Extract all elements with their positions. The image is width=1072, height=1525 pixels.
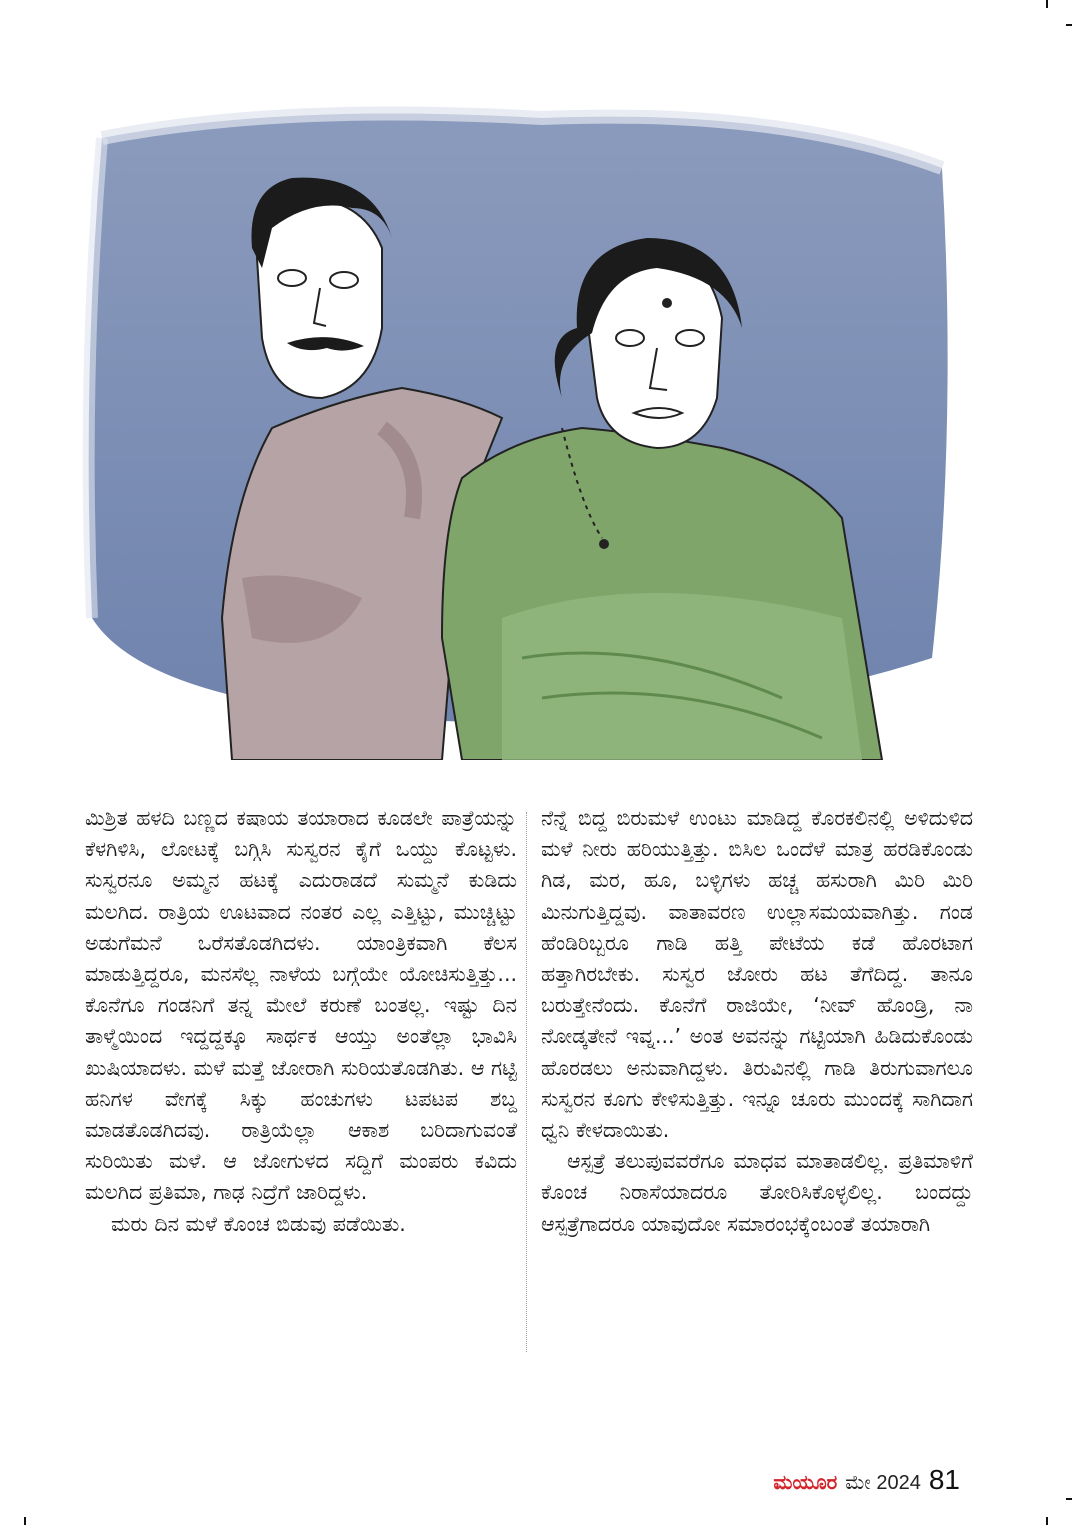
crop-mark-bottom-right	[1046, 1517, 1048, 1525]
paragraph: ನೆನ್ನೆ ಬಿದ್ದ ಬಿರುಮಳೆ ಉಂಟು ಮಾಡಿದ್ದ ಕೊರಕಲಿನಲ್ಲಿ ಅಳಿದುಳಿದ ಮಳೆ ನೀರು ಹರಿಯುತ್ತಿತ್ತು. ಬಿಸಿಲ ಒಂದೆಳೆ ಮಾತ್ರ ಹರಡಿಕೊಂಡು ಗಿಡ, ಮರ, ಹೂ, ಬಳ್ಳಿಗಳು ಹಚ್ಚ ಹಸುರಾಗಿ ಮಿರಿ ಮಿರಿ ಮಿನುಗುತ್ತಿದ್ದವು. ವಾತಾವರಣ ಉಲ್ಲಾಸಮಯವಾಗಿತ್ತು. ಗಂಡ ಹೆಂಡಿರಿಬ್ಬರೂ ಗಾಡಿ ಹತ್ತಿ ಪೇಟೆಯ ಕಡೆ ಹೊರಟಾಗ ಹತ್ತಾಗಿರಬೇಕು. ಸುಸ್ವರ ಜೋರು ಹಟ ತೆಗೆದಿದ್ದ. ತಾನೂ ಬರುತ್ತೇನೆಂದು. ಕೊನೆಗೆ ರಾಜಿಯೇ, ‘ನೀವ್ ಹೊಂಡ್ರಿ, ನಾ ನೋಡ್ಕತೇನೆ ಇವ್ನ...’ ಅಂತ ಅವನನ್ನು ಗಟ್ಟಿಯಾಗಿ ಹಿಡಿದುಕೊಂಡು ಹೊರಡಲು ಅನುವಾಗಿದ್ದಳು. ತಿರುವಿನಲ್ಲಿ ಗಾಡಿ ತಿರುಗುವಾಗಲೂ ಸುಸ್ವರನ ಕೂಗು ಕೇಳಿಸುತ್ತಿತ್ತು. ಇನ್ನೂ ಚೂರು ಮುಂದಕ್ಕೆ ಸಾಗಿದಾಗ ಧ್ವನಿ ಕೇಳದಾಯಿತು.	[541, 806, 973, 1143]
column-divider	[526, 812, 527, 1352]
story-illustration	[82, 98, 960, 760]
crop-mark-bottom-right-side	[1066, 1498, 1072, 1500]
crop-mark-bottom-left	[24, 1517, 26, 1525]
paragraph: ಮಿಶ್ರಿತ ಹಳದಿ ಬಣ್ಣದ ಕಷಾಯ ತಯಾರಾದ ಕೂಡಲೇ ಪಾತ್ರೆಯನ್ನು ಕೆಳಗಿಳಿಸಿ, ಲೋಟಕ್ಕೆ ಬಗ್ಗಿಸಿ ಸುಸ್ವರನ ಕೈಗೆ ಒಯ್ದು ಕೊಟ್ಟಳು. ಸುಸ್ವರನೂ ಅಮ್ಮನ ಹಟಕ್ಕೆ ಎದುರಾಡದೆ ಸುಮ್ಮನೆ ಕುಡಿದು ಮಲಗಿದ. ರಾತ್ರಿಯ ಊಟವಾದ ನಂತರ ಎಲ್ಲ ಎತ್ತಿಟ್ಟು, ಮುಚ್ಚಿಟ್ಟು ಅಡುಗೆಮನೆ ಒರೆಸತೊಡಗಿದಳು. ಯಾಂತ್ರಿಕವಾಗಿ ಕೆಲಸ ಮಾಡುತ್ತಿದ್ದರೂ, ಮನಸೆಲ್ಲ ನಾಳೆಯ ಬಗ್ಗೆಯೇ ಯೋಚಿಸುತ್ತಿತ್ತು... ಕೊನೆಗೂ ಗಂಡನಿಗೆ ತನ್ನ ಮೇಲೆ ಕರುಣೆ ಬಂತಲ್ಲ. ಇಷ್ಟು ದಿನ ತಾಳ್ಮೆಯಿಂದ ಇದ್ದದ್ದಕ್ಕೂ ಸಾರ್ಥಕ ಆಯ್ತು ಅಂತೆಲ್ಲಾ ಭಾವಿಸಿ ಖುಷಿಯಾದಳು. ಮಳೆ ಮತ್ತೆ ಜೋರಾಗಿ ಸುರಿಯತೊಡಗಿತು. ಆ ಗಟ್ಟಿ ಹನಿಗಳ ವೇಗಕ್ಕೆ ಸಿಕ್ಕು ಹಂಚುಗಳು ಟಪಟಪ ಶಬ್ದ ಮಾಡತೊಡಗಿದವು. ರಾತ್ರಿಯೆಲ್ಲಾ ಆಕಾಶ ಬರಿದಾಗುವಂತೆ ಸುರಿಯಿತು ಮಳೆ. ಆ ಜೋಗುಳದ ಸದ್ದಿಗೆ ಮಂಪರು ಕವಿದು ಮಲಗಿದ ಪ್ರತಿಮಾ, ಗಾಢ ನಿದ್ರೆಗೆ ಜಾರಿದ್ದಳು.	[85, 806, 517, 1205]
crop-mark-top-right	[1046, 0, 1048, 8]
crop-mark-top-right-side	[1066, 24, 1072, 26]
issue-date: ಮೇ 2024	[845, 1472, 921, 1494]
page-number: 81	[928, 1464, 960, 1495]
paragraph: ಮರು ದಿನ ಮಳೆ ಕೊಂಚ ಬಿಡುವು ಪಡೆಯಿತು.	[111, 1211, 406, 1236]
article-column-left	[85, 803, 517, 1240]
magazine-name: ಮಯೂರ	[773, 1470, 838, 1494]
page-footer	[773, 1464, 960, 1498]
man-face	[257, 198, 382, 398]
paragraph: ಆಸ್ಪತ್ರೆ ತಲುಪುವವರೆಗೂ ಮಾಧವ ಮಾತಾಡಲಿಲ್ಲ. ಪ್ರತಿಮಾಳಿಗೆ ಕೊಂಚ ನಿರಾಸೆಯಾದರೂ ತೋರಿಸಿಕೊಳ್ಳಲಿಲ್ಲ. ಬಂದದ್ದು ಆಸ್ಪತ್ರೆಗಾದರೂ ಯಾವುದೋ ಸಮಾರಂಭಕ್ಕೆಂಬಂತೆ ತಯಾರಾಗಿ	[541, 1149, 973, 1236]
article-column-right	[541, 803, 973, 1240]
